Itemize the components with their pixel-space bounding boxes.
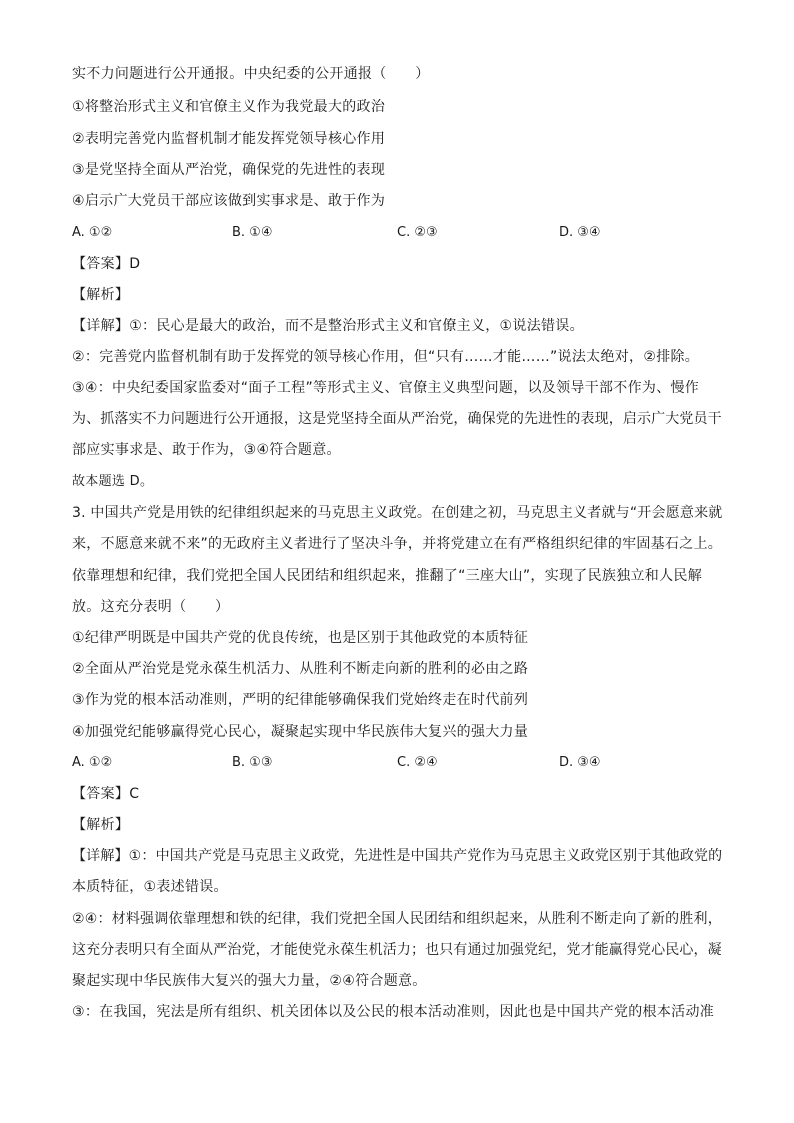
q3-choice-b: B. ①③: [232, 755, 273, 770]
q2-conclusion: 故本题选 D。: [72, 474, 154, 489]
q2-answer: 【答案】D: [72, 256, 141, 272]
q3-choice-c: C. ②④: [397, 755, 438, 770]
q2-choice-d: D. ③④: [559, 225, 601, 240]
q3-item-4: ④加强党纪能够赢得党心民心，凝聚起实现中华民族伟大复兴的强大力量: [72, 724, 529, 740]
q2-analysis-line-4: 为、抓落实不力问题进行公开通报，这是党坚持全面从严治党，确保党的先进性的表现，启示广大党员干: [72, 411, 722, 427]
q2-choices: [72, 223, 722, 243]
q3-stem-line-3: 依靠理想和纪律，我们党把全国人民团结和组织起来，推翻了“三座大山”，实现了民族独立和人民解: [72, 568, 703, 584]
q3-stem-line-2: 来，不愿意来就不来”的无政府主义者进行了坚决斗争，并将党建立在有严格组织纪律的牢固基石之上。: [72, 536, 723, 552]
q3-item-1: ①纪律严明既是中国共产党的优良传统，也是区别于其他政党的本质特征: [72, 630, 529, 646]
q2-choice-a: A. ①②: [72, 225, 113, 240]
q3-analysis-line-5: 聚起实现中华民族伟大复兴的强大力量，②④符合题意。: [72, 973, 427, 989]
q3-stem-line-4: 放。这充分表明（ ）: [72, 599, 230, 615]
q3-analysis-line-3: ②④：材料强调依靠理想和铁的纪律，我们党把全国人民团结和组织起来，从胜利不断走向了新的胜利，: [72, 911, 722, 927]
q2-analysis-label: 【解析】: [72, 287, 130, 303]
q3-analysis-line-4: 这充分表明只有全面从严治党，才能使党永葆生机活力；也只有通过加强党纪，党才能赢得党心民心，凝: [72, 942, 722, 958]
q2-choice-c: C. ②③: [397, 225, 438, 240]
q2-analysis-line-2: ②：完善党内监督机制有助于发挥党的领导核心作用，但“只有……才能……”说法太绝对，②排除。: [72, 349, 700, 365]
q2-item-4: ④启示广大党员干部应该做到实事求是、敢于作为: [72, 193, 386, 209]
q3-analysis-line-1: 【详解】①：中国共产党是马克思主义政党，先进性是中国共产党作为马克思主义政党区别于其他政党的: [72, 848, 723, 864]
q3-stem-line-1: 3. 中国共产党是用铁的纪律组织起来的马克思主义政党。在创建之初，马克思主义者就与“开会愿意来就: [72, 505, 723, 521]
q3-choice-a: A. ①②: [72, 755, 113, 770]
q3-answer: 【答案】C: [72, 786, 140, 802]
q2-item-3: ③是党坚持全面从严治党，确保党的先进性的表现: [72, 162, 386, 178]
q3-choice-d: D. ③④: [559, 755, 601, 770]
q2-item-2: ②表明完善党内监督机制才能发挥党领导核心作用: [72, 131, 386, 147]
q3-item-2: ②全面从严治党是党永葆生机活力、从胜利不断走向新的胜利的必由之路: [72, 661, 529, 677]
q3-analysis-line-2: 本质特征，①表述错误。: [72, 879, 228, 895]
q3-analysis-label: 【解析】: [72, 817, 130, 833]
q2-item-1: ①将整治形式主义和官僚主义作为我党最大的政治: [72, 99, 386, 115]
q3-item-3: ③作为党的根本活动准则，严明的纪律能够确保我们党始终走在时代前列: [72, 692, 529, 708]
q2-choice-b: B. ①④: [232, 225, 273, 240]
q2-analysis-line-3: ③④：中央纪委国家监委对“面子工程”等形式主义、官僚主义典型问题，以及领导干部不作为、慢作: [72, 380, 700, 396]
q3-choices: [72, 753, 722, 773]
q2-analysis-line-1: 【详解】①：民心是最大的政治，而不是整治形式主义和官僚主义，①说法错误。: [72, 318, 584, 334]
q2-analysis-line-5: 部应实事求是、敢于作为，③④符合题意。: [72, 442, 341, 458]
q3-analysis-line-6: ③：在我国，宪法是所有组织、机关团体以及公民的根本活动准则，因此也是中国共产党的根本活动准: [72, 1004, 715, 1020]
q2-stem-tail: 实不力问题进行公开通报。中央纪委的公开通报（ ）: [72, 66, 430, 82]
